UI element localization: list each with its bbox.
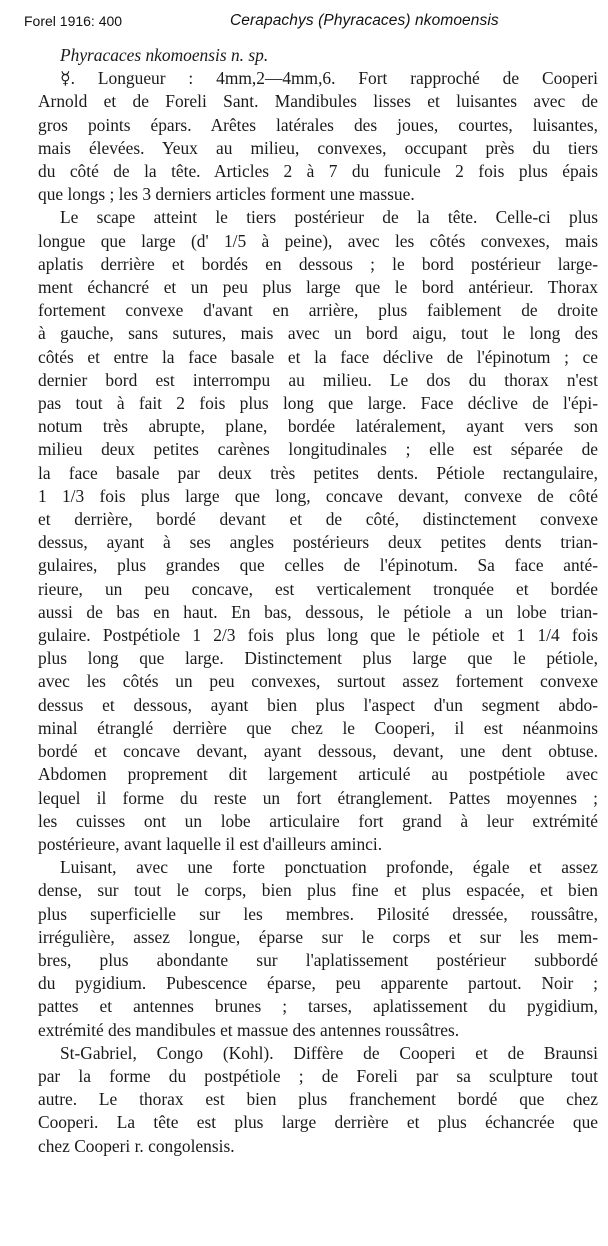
header-running-title: Cerapachys (Phyracaces) nkomoensis — [230, 12, 499, 29]
text-line: aussi de bas en haut. En bas, dessous, le pétiole a un lobe trian- — [38, 601, 598, 622]
text-line: côtés et entre la face basale et la face déclive de l'épinotum ; ce — [38, 346, 598, 367]
text-line: et derrière, bordé devant et de côté, distinctement convexe — [38, 509, 598, 530]
text-line: 1 1/3 fois plus large que long, concave devant, convexe de côté — [38, 485, 598, 506]
document-body — [38, 44, 598, 1158]
text-line: milieu deux petites carènes longitudinales ; elle est séparée de — [38, 439, 598, 460]
paragraphs — [38, 67, 598, 1158]
paragraph — [38, 1042, 598, 1158]
text-line: minal étranglé derrière que chez le Cooperi, il est néanmoins — [38, 717, 598, 738]
paragraph — [38, 67, 598, 206]
text-line: dessus et dessous, ayant bien plus l'aspect d'un segment abdo- — [38, 694, 598, 715]
text-line: plus superficielle sur les membres. Pilosité dressée, roussâtre, — [38, 903, 598, 924]
text-line: Abdomen proprement dit largement articulé au postpétiole avec — [38, 764, 598, 785]
text-line: les cuisses ont un lobe articulaire fort grand à leur extrémité — [38, 810, 598, 831]
paragraph — [38, 856, 598, 1042]
text-line: gros points épars. Arêtes latérales des joues, courtes, luisantes, — [38, 114, 598, 135]
text-line: par la forme du postpétiole ; de Foreli par sa sculpture tout — [38, 1065, 598, 1086]
text-line: notum très abrupte, plane, bordée latéralement, ayant vers son — [38, 416, 598, 437]
text-line: du pygidium. Pubescence éparse, peu apparente partout. Noir ; — [38, 973, 598, 994]
text-line: fortement convexe d'avant en arrière, plus faiblement de droite — [38, 300, 598, 321]
text-line: dernier bord est interrompu au milieu. Le dos du thorax n'est — [38, 369, 598, 390]
text-line: postérieure, avant laquelle il est d'ailleurs aminci. — [38, 833, 383, 854]
header-citation: Forel 1916: 400 — [24, 13, 123, 29]
page-header — [24, 13, 598, 35]
text-line: aplatis derrière et bordés en dessous ; le bord postérieur large- — [38, 253, 598, 274]
paragraph — [38, 206, 598, 856]
text-line: à gauche, sans sutures, mais avec un bord aigu, tout le long des — [38, 323, 598, 344]
text-line: avec les côtés un peu convexes, surtout assez fortement convexe — [38, 671, 598, 692]
text-line: autre. Le thorax est bien plus franchement bordé que chez — [38, 1089, 598, 1110]
text-line: pattes et antennes brunes ; tarses, aplatissement du pygidium, — [38, 996, 598, 1017]
text-line: lequel il forme du reste un fort étranglement. Pattes moyennes ; — [38, 787, 598, 808]
text-line: bres, plus abondante sur l'aplatissement postérieur subbordé — [38, 949, 598, 970]
text-line: irrégulière, assez longue, éparse sur le corps et sur les mem- — [38, 926, 598, 947]
text-line: St-Gabriel, Congo (Kohl). Diffère de Cooperi et de Braunsi — [60, 1042, 598, 1063]
text-line: Luisant, avec une forte ponctuation profonde, égale et assez — [60, 857, 598, 878]
text-line: dessus, ayant à ses angles postérieurs deux petites dents trian- — [38, 532, 598, 553]
text-line: la face basale par deux très petites dents. Pétiole rectangulaire, — [38, 462, 598, 483]
text-line: mais élevées. Yeux au milieu, convexes, occupant près du tiers — [38, 137, 598, 158]
text-line: dense, sur tout le corps, bien plus fine et plus espacée, et bien — [38, 880, 598, 901]
text-line: pas tout à fait 2 fois plus long que large. Face déclive de l'épi- — [38, 393, 598, 414]
text-line: bordé et concave devant, ayant dessous, devant, une dent obtuse. — [38, 741, 598, 762]
text-line: chez Cooperi r. congolensis. — [38, 1135, 235, 1156]
text-line: ment échancré et un peu plus large que le bord antérieur. Thorax — [38, 277, 598, 298]
text-line: longue que large (d' 1/5 à peine), avec les côtés convexes, mais — [38, 230, 598, 251]
text-line: ☿. Longueur : 4mm,2—4mm,6. Fort rapproché de Cooperi — [60, 68, 598, 89]
text-line: Cooperi. La tête est plus large derrière et plus échancrée que — [38, 1112, 598, 1133]
text-line: Le scape atteint le tiers postérieur de la tête. Celle-ci plus — [60, 207, 598, 228]
text-line: du côté de la tête. Articles 2 à 7 du funicule 2 fois plus épais — [38, 161, 598, 182]
text-line: Arnold et de Foreli Sant. Mandibules lisses et luisantes avec de — [38, 91, 598, 112]
text-line: extrémité des mandibules et massue des antennes roussâtres. — [38, 1019, 460, 1040]
text-line: gulaires, plus grandes que celles de l'épinotum. Sa face anté- — [38, 555, 598, 576]
species-heading: Phyracaces nkomoensis n. sp. — [60, 45, 269, 65]
text-line: que longs ; les 3 derniers articles forment une massue. — [38, 184, 415, 205]
text-line: plus long que large. Distinctement plus large que le pétiole, — [38, 648, 598, 669]
text-line: gulaire. Postpétiole 1 2/3 fois plus long que le pétiole et 1 1/4 fois — [38, 625, 598, 646]
text-line: rieure, un peu concave, est verticalement tronquée et bordée — [38, 578, 598, 599]
